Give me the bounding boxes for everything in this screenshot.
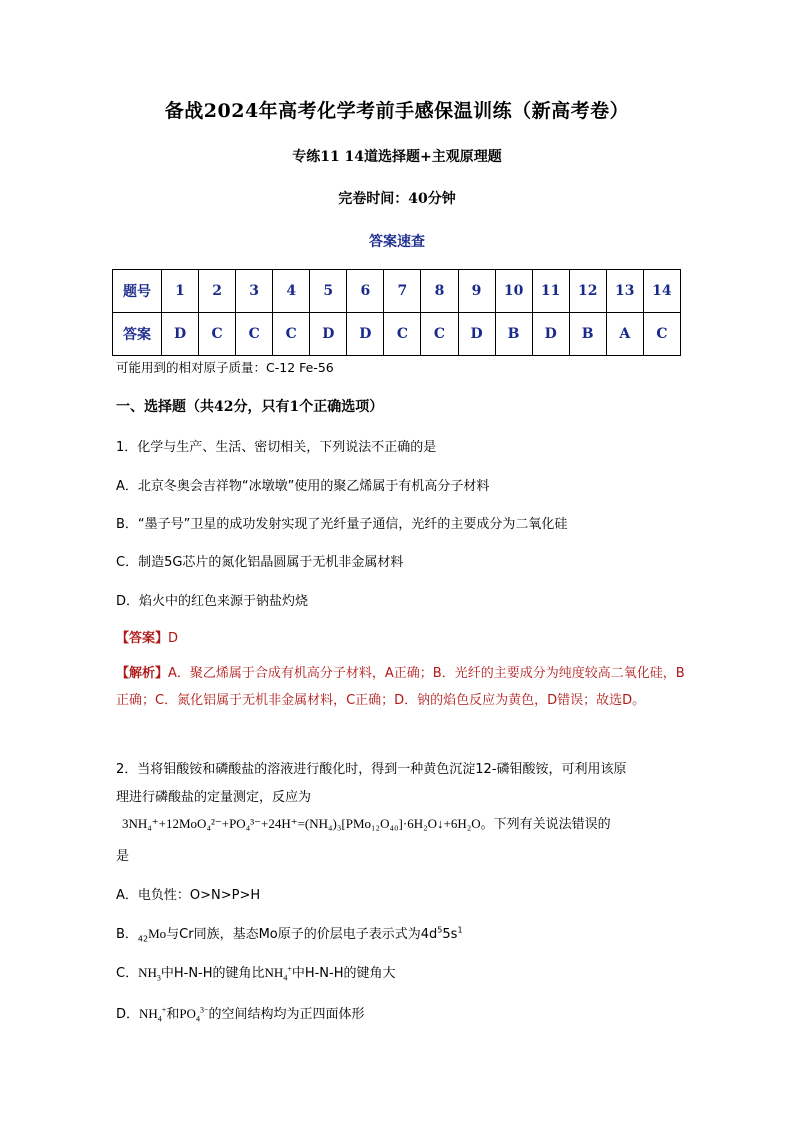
quick-answer-title: 答案速查 xyxy=(369,234,425,250)
table-cell: 12 xyxy=(569,270,606,313)
q2-stem-line2: 理进行磷酸盐的定量测定，反应为 xyxy=(116,790,312,805)
table-cell: B xyxy=(569,313,606,356)
row-label-answer: 答案 xyxy=(113,313,162,356)
table-cell: C xyxy=(384,313,421,356)
formula-nh4: $NH_4^+$ xyxy=(139,1005,167,1024)
q1-option-b: B．“墨子号”卫星的成功发射实现了光纤量子通信，光纤的主要成分为二氧化硅 xyxy=(116,517,568,532)
table-cell: C xyxy=(421,313,458,356)
table-cell: 6 xyxy=(347,270,384,313)
option-text: 与Cr同族，基态Mo原子的价层电子表示式为4d xyxy=(166,927,438,942)
q2-option-b: B．$_{42}$Mo与Cr同族，基态Mo原子的价层电子表示式为$4d^55s^1$ xyxy=(116,925,463,944)
table-cell: 8 xyxy=(421,270,458,313)
time-limit: 完卷时间：40分钟 xyxy=(338,191,456,207)
table-cell: D xyxy=(458,313,495,356)
q1-option-a: A．北京冬奥会吉祥物“冰墩墩”使用的聚乙烯属于有机高分子材料 xyxy=(116,479,490,494)
table-cell: 3 xyxy=(236,270,273,313)
document-title: 备战2024年高考化学考前手感保温训练（新高考卷） xyxy=(164,100,630,122)
q1-answer xyxy=(116,627,178,646)
q2-option-d xyxy=(116,1003,364,1024)
formula-nh3: $NH_3$ xyxy=(138,965,161,983)
explanation-label: 【解析】 xyxy=(116,666,169,681)
option-text: 和 xyxy=(166,1007,180,1022)
document-subtitle: 专练11 14道选择题+主观原理题 xyxy=(292,149,502,165)
table-cell: 10 xyxy=(495,270,532,313)
table-cell: C xyxy=(273,313,310,356)
option-letter: B． xyxy=(116,927,138,942)
option-text: 中H-N-H的键角比 xyxy=(160,966,265,981)
table-cell: C xyxy=(236,313,273,356)
table-cell: 5 xyxy=(310,270,347,313)
q2-option-c xyxy=(116,962,396,983)
table-cell: 7 xyxy=(384,270,421,313)
table-cell: 4 xyxy=(273,270,310,313)
table-cell: D xyxy=(532,313,569,356)
table-cell: D xyxy=(310,313,347,356)
table-cell: D xyxy=(347,313,384,356)
q1-explanation xyxy=(116,660,686,714)
table-cell: 14 xyxy=(643,270,680,313)
option-letter: D． xyxy=(116,1007,140,1022)
formula-po4: $PO_4^{3-}$ xyxy=(179,1005,209,1024)
q1-option-c: C．制造5G芯片的氮化铝晶圆属于无机非金属材料 xyxy=(116,555,404,570)
table-cell: 9 xyxy=(458,270,495,313)
table-cell: B xyxy=(495,313,532,356)
answer-row xyxy=(113,313,681,356)
q1-option-d: D．焰火中的红色来源于钠盐灼烧 xyxy=(116,594,309,609)
row-label-number: 题号 xyxy=(113,270,162,313)
table-cell: 13 xyxy=(606,270,643,313)
formula-nh4: $NH_4^+$ xyxy=(264,964,292,983)
element-symbol: Mo xyxy=(148,926,167,941)
q2-equation-line xyxy=(122,813,611,832)
table-cell: D xyxy=(162,313,199,356)
table-cell: C xyxy=(643,313,680,356)
q2-stem-line3-tail: 。下列有关说法错误的 xyxy=(480,817,611,832)
table-cell: 1 xyxy=(162,270,199,313)
table-cell: A xyxy=(606,313,643,356)
table-cell: 2 xyxy=(199,270,236,313)
question-number-row xyxy=(113,270,681,313)
table-cell: 11 xyxy=(532,270,569,313)
reaction-equation: 3NH₄⁺+12MoO₄²⁻+PO₄³⁻+24H⁺=(NH₄)₃[PMo₁₂O₄₀]·6H₂O↓+6H₂O xyxy=(122,816,481,831)
atomic-mass-note: 可能用到的相对原子质量：C-12 Fe-56 xyxy=(116,360,334,375)
explanation-text: A．聚乙烯属于合成有机高分子材料，A正确；B．光纤的主要成分为纯度较高二氧化硅，B正确；C．氮化铝属于无机非金属材料，C正确；D．钠的焰色反应为黄色，D错误；故选D。 xyxy=(116,666,685,708)
q2-stem-line4: 是 xyxy=(116,849,130,864)
section-heading: 一、选择题（共42分，只有1个正确选项） xyxy=(116,399,384,415)
answer-value: D xyxy=(168,631,179,646)
table-cell: C xyxy=(199,313,236,356)
option-text: 中H-N-H的键角大 xyxy=(291,966,396,981)
option-text: 的空间结构均为正四面体形 xyxy=(208,1007,365,1022)
answer-label: 【答案】 xyxy=(116,631,169,646)
option-letter: C． xyxy=(116,966,139,981)
answer-table xyxy=(112,269,681,356)
electron-config: 5s xyxy=(442,927,458,942)
q2-stem-line1: 2．当将钼酸铵和磷酸盐的溶液进行酸化时，得到一种黄色沉淀12-磷钼酸铵，可利用该原 xyxy=(116,762,627,777)
q1-stem: 1．化学与生产、生活、密切相关，下列说法不正确的是 xyxy=(116,440,437,455)
q2-option-a: A．电负性：O>N>P>H xyxy=(116,888,261,903)
